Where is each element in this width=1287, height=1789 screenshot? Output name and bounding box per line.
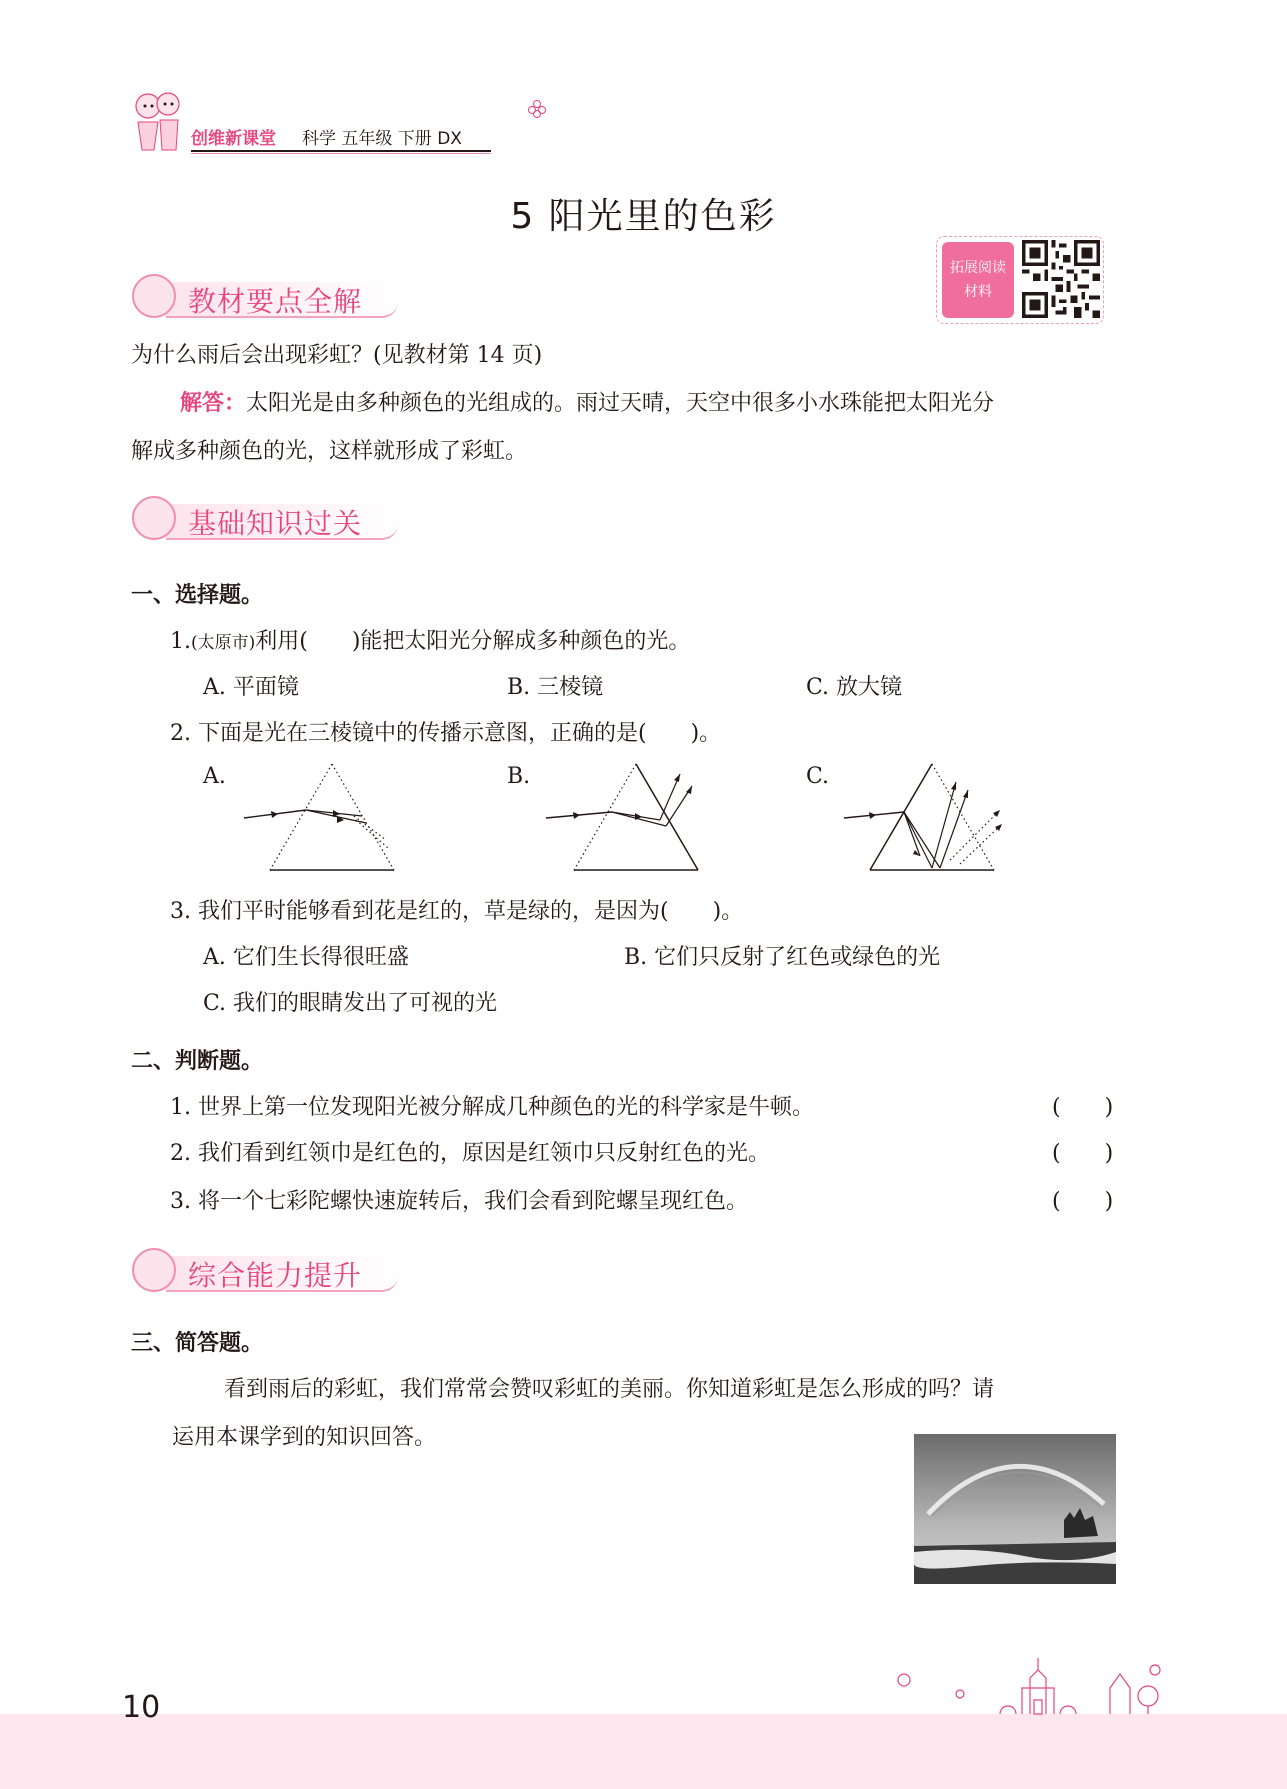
q1-option-a[interactable]: A. 平面镜 [203,675,299,700]
key-point-question: 为什么雨后会出现彩虹？(见教材第 14 页) [131,343,543,368]
section-banner-basics [132,496,402,540]
section-banner-key-points [132,274,402,318]
tf3-text: 将一个七彩陀螺快速旋转后，我们会看到陀螺呈现红色。 [198,1189,749,1214]
prism-diagram-b[interactable] [542,760,712,875]
header-rule-accent [191,153,491,154]
tf1-number: 1. [170,1095,191,1120]
prism-diagram-c[interactable] [840,760,1010,875]
reading-child-icon [132,274,176,318]
q3-option-a[interactable]: A. 它们生长得很旺盛 [203,945,409,970]
header-subject-info: 科学 五年级 下册 DX [302,129,462,149]
qr-label-line1: 拓展阅读 [950,260,1006,276]
q1-option-b[interactable]: B. 三棱镜 [507,675,604,700]
section-banner-ability [132,1248,402,1292]
section-title: 教材要点全解 [188,285,363,318]
castle-decoration-icon [880,1648,1170,1718]
answer-text-line2: 解成多种颜色的光，这样就形成了彩虹。 [131,439,528,464]
q2-label-c[interactable]: C. [806,764,830,789]
tf3-answer-paren[interactable]: ( ) [1052,1189,1114,1214]
q3-option-c[interactable]: C. 我们的眼睛发出了可视的光 [203,991,498,1016]
answer-text-line1: 太阳光是由多种颜色的光组成的。雨过天晴，天空中很多小水珠能把太阳光分 [246,391,995,416]
qr-code-icon[interactable] [1022,240,1100,318]
qr-label-line2: 材料 [964,284,992,300]
q3-option-b[interactable]: B. 它们只反射了红色或绿色的光 [624,945,941,970]
tf3-number: 3. [170,1189,191,1214]
rainbow-photo [914,1434,1116,1584]
q2-text: 下面是光在三棱镜中的传播示意图，正确的是( )。 [198,721,722,746]
section-title: 基础知识过关 [188,507,363,540]
flower-decoration-icon [526,98,548,120]
prism-diagram-a[interactable] [240,760,400,875]
tf1-text: 世界上第一位发现阳光被分解成几种颜色的光的科学家是牛顿。 [198,1095,815,1120]
part2-heading: 二、判断题。 [131,1049,264,1074]
header-rule [191,150,491,152]
part3-question-line2: 运用本课学到的知识回答。 [172,1425,437,1450]
tf1-answer-paren[interactable]: ( ) [1052,1095,1114,1120]
thinking-child-icon [132,1248,176,1292]
q3-text: 我们平时能够看到花是红的，草是绿的，是因为( )。 [198,899,744,924]
section-title: 综合能力提升 [188,1259,363,1292]
qr-label [942,242,1014,318]
part3-heading: 三、简答题。 [131,1331,264,1356]
q2-label-b[interactable]: B. [507,764,531,789]
header-children-illustration [128,88,190,158]
footer-band [0,1714,1287,1789]
page-title: 5 阳光里的色彩 [510,196,777,237]
q1-option-c[interactable]: C. 放大镜 [806,675,903,700]
student-icon [132,496,176,540]
q2-number: 2. [170,721,191,746]
page-number: 10 [122,1690,161,1725]
q1-number: 1. [170,629,191,654]
answer-label: 解答： [180,391,247,416]
q3-number: 3. [170,899,191,924]
q1-text: 利用( )能把太阳光分解成多种颜色的光。 [255,629,691,654]
part3-question-line1: 看到雨后的彩虹，我们常常会赞叹彩虹的美丽。你知道彩虹是怎么形成的吗？请 [224,1377,995,1402]
q2-label-a[interactable]: A. [203,764,226,789]
tf2-number: 2. [170,1141,191,1166]
q1-source-tag: (太原市) [191,633,256,653]
part1-heading: 一、选择题。 [131,583,264,608]
tf2-answer-paren[interactable]: ( ) [1052,1141,1114,1166]
header-brand: 创维新课堂 [191,129,276,149]
tf2-text: 我们看到红领巾是红色的，原因是红领巾只反射红色的光。 [198,1141,771,1166]
